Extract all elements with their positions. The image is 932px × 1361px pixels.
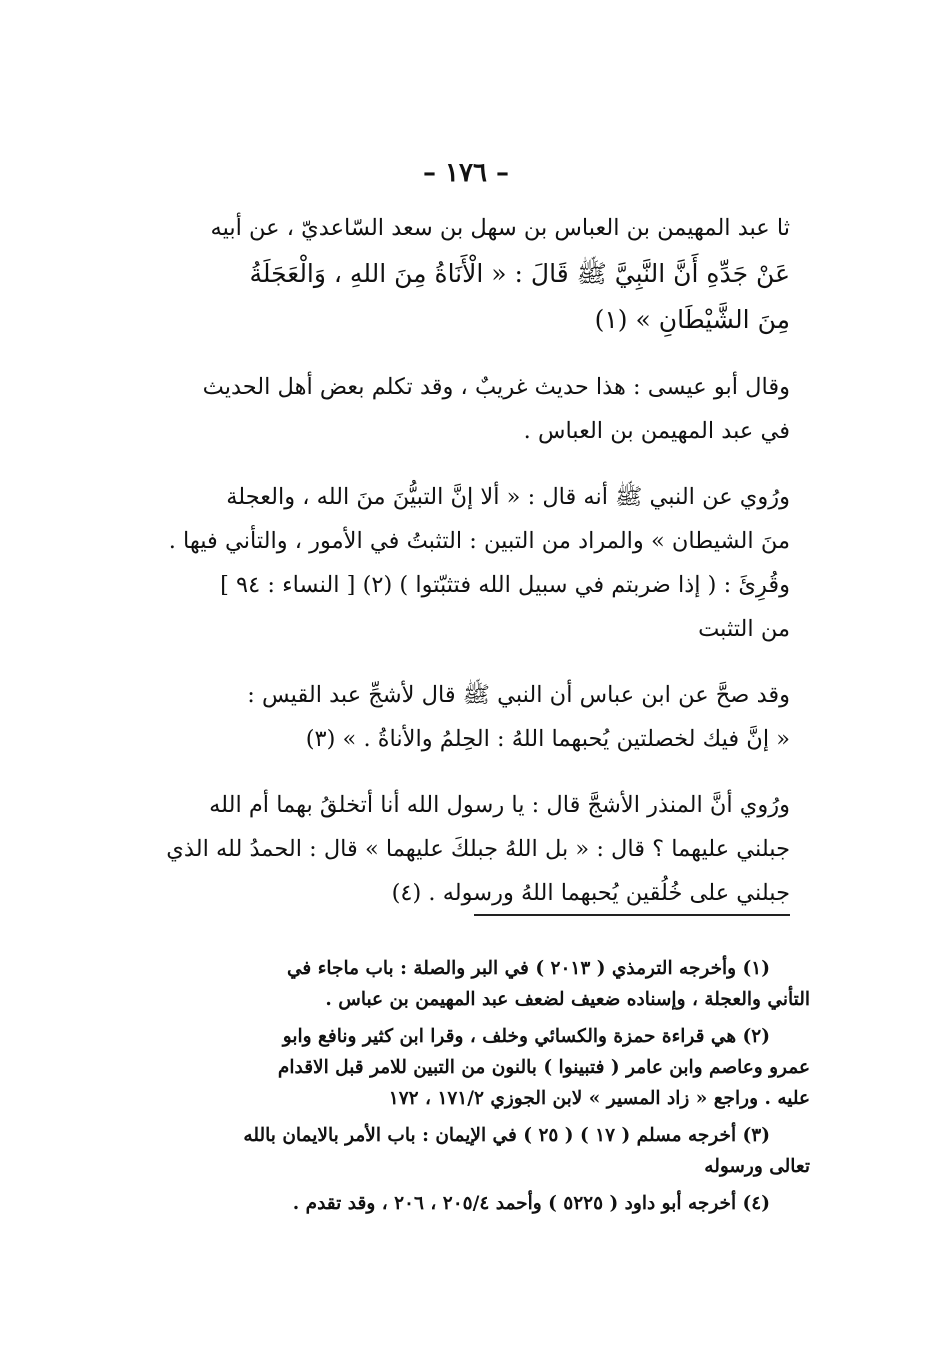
text-line: من التثبت [698, 616, 790, 642]
footnote-line: تعالى ورسوله [704, 1156, 810, 1177]
text-line: وقال أبو عيسى : هذا حديث غريبٌ ، وقد تكلم بعض أهل الحديث [202, 374, 790, 400]
text-line: منَ الشيطان » والمراد من التبين : التثبتُ في الأمور ، والتأني فيها . [168, 528, 790, 554]
footnote-line: (٤) أخرجه أبو داود ( ٥٢٢٥ ) وأحمد ٢٠٥/٤ ، ٢٠٦ ، وقد تقدم . [292, 1193, 770, 1214]
text-line: ثا عبد المهيمن بن العباس بن سهل بن سعد السّاعديّ ، عن أبيه [210, 215, 790, 241]
page-number: – ١٧٦ – [422, 158, 510, 188]
text-line: جبلني على خُلُقين يُحبهما اللهُ ورسوله . (٤) [391, 880, 790, 906]
commentary-paragraph-3 [130, 673, 790, 761]
text-line: وقُرِئَ : ( إذا ضربتم في سبيل الله فتثبّتوا ) (٢) [ النساء : ٩٤ ] [220, 572, 790, 598]
footnote-1 [130, 953, 810, 1015]
footnote-line: (٢) هي قراءة حمزة والكسائي وخلف ، وقرا ابن كثير ونافع وابو [282, 1026, 770, 1047]
text-line: مِنَ الشَّيْطَانِ » (١) [594, 305, 790, 334]
footnote-line: (١) وأخرجه الترمذي ( ٢٠١٣ ) في البر والصلة : باب ماجاء في [287, 958, 770, 979]
footnote-4 [130, 1188, 810, 1219]
text-line: « إنَّ فيك لخصلتين يُحبهما اللهُ : الحِلمُ والأناةُ . » (٣) [305, 726, 790, 752]
commentary-paragraph-4 [130, 783, 790, 915]
main-text [130, 205, 790, 937]
text-line: ورُوي عن النبي ﷺ أنه قال : « ألا إنَّ التبيُّنَ منَ الله ، والعجلة [226, 484, 790, 510]
footnote-line: عليه . وراجع « زاد المسير » لابن الجوزي ١٧١/٢ ، ١٧٢ [388, 1088, 810, 1109]
footnotes [130, 953, 810, 1225]
footnote-line: (٣) أخرجه مسلم ( ١٧ ) ( ٢٥ ) في الإيمان : باب الأمر بالايمان بالله [243, 1125, 770, 1146]
hadith-paragraph-1 [130, 205, 790, 343]
commentary-paragraph-2 [130, 475, 790, 651]
text-line: في عبد المهيمن بن العباس . [523, 418, 790, 444]
commentary-paragraph-1 [130, 365, 790, 453]
text-line: جبلني عليهما ؟ قال : « بل اللهُ جبلكَ عليهما » قال : الحمدُ لله الذي [166, 836, 790, 862]
footnote-2 [130, 1021, 810, 1114]
footnote-divider [474, 914, 790, 916]
footnote-line: التأني والعجلة ، وإسناده ضعيف لضعف عبد المهيمن بن عباس . [325, 989, 810, 1010]
text-line: وقد صحَّ عن ابن عباس أن النبي ﷺ قال لأشجِّ عبد القيس : [247, 682, 790, 708]
text-line: عَنْ جَدِّهِ أَنَّ النَّبِيَّ ﷺ قَالَ : « الْأَنَاةُ مِنَ اللهِ ، وَالْعَجَلَةُ [249, 259, 790, 288]
footnote-line: عمرو وعاصم وابن عامر ( فتبينوا ) بالنون من التبين للامر قبل الاقدام [277, 1057, 810, 1078]
text-line: ورُوي أنَّ المنذر الأشجَّ قال : يا رسول الله أنا أتخلقُ بهما أم الله [209, 792, 790, 818]
footnote-3 [130, 1120, 810, 1182]
